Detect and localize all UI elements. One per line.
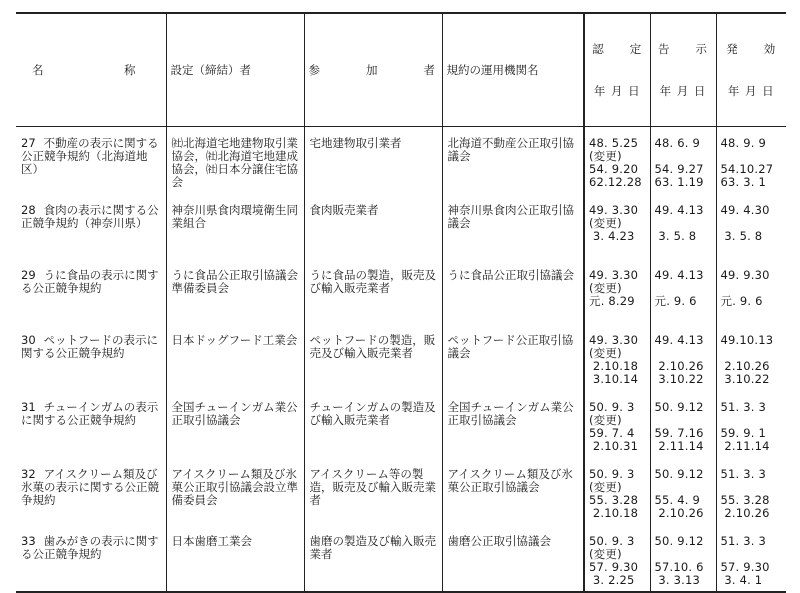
notice-date-cell: 50. 9.12 55. 4. 9 2.10.26 <box>650 458 716 525</box>
fair-competition-code-table <box>16 12 786 593</box>
participants-cell: うに食品の製造，販売及び輸入販売業者 <box>304 259 442 324</box>
regulation-name: 歯みがきの表示に関する公正競争規約 <box>21 533 159 561</box>
notice-date-cell: 50. 9.12 57.10. 6 3. 3.13 <box>650 525 716 592</box>
regulation-table-page <box>16 12 786 587</box>
regulation-number: 31 <box>21 399 36 414</box>
table-row <box>16 324 786 391</box>
regulation-name: うに食品の表示に関する公正競争規約 <box>21 267 159 295</box>
approval-date-cell: 50. 9. 3 (変更) 59. 7. 4 2.10.31 <box>584 391 650 458</box>
table-row <box>16 525 786 592</box>
header-effective-ymd: 年 月 日 <box>727 84 775 98</box>
regulation-name-cell <box>16 194 166 259</box>
regulation-name: アイスクリーム類及び氷菓の表示に関する公正競争規約 <box>21 466 159 507</box>
notice-date-cell: 49. 4.13 3. 5. 8 <box>650 194 716 259</box>
header-establisher: 設定（締結）者 <box>166 13 304 127</box>
table-row <box>16 194 786 259</box>
effective-date-cell: 51. 3. 3 59. 9. 1 2.11.14 <box>716 391 786 458</box>
regulation-number: 32 <box>21 466 36 481</box>
header-notice-date <box>650 13 716 127</box>
participants-cell: ペットフードの製造，販売及び輸入販売業者 <box>304 324 442 391</box>
header-agency: 規約の運用機関名 <box>442 13 584 127</box>
effective-date-cell: 48. 9. 9 54.10.27 63. 3. 1 <box>716 127 786 194</box>
establisher-cell: 日本歯磨工業会 <box>166 525 304 592</box>
approval-date-cell: 50. 9. 3 (変更) 57. 9.30 3. 2.25 <box>584 525 650 592</box>
header-name: 名 称 <box>16 13 166 127</box>
notice-date-cell: 49. 4.13 2.10.26 3.10.22 <box>650 324 716 391</box>
approval-date-cell: 49. 3.30 (変更) 元. 8.29 <box>584 259 650 324</box>
effective-date-cell: 49. 9.30 元. 9. 6 <box>716 259 786 324</box>
establisher-cell: 神奈川県食肉環境衛生同業組合 <box>166 194 304 259</box>
participants-cell: アイスクリーム等の製造，販売及び輸入販売業者 <box>304 458 442 525</box>
regulation-name: 不動産の表示に関する公正競争規約（北海道地区） <box>21 136 159 176</box>
agency-cell: 歯磨公正取引協議会 <box>442 525 584 592</box>
agency-cell: うに食品公正取引協議会 <box>442 259 584 324</box>
table-row <box>16 458 786 525</box>
agency-cell: アイスクリーム類及び氷菓公正取引協議会 <box>442 458 584 525</box>
regulation-name-cell <box>16 458 166 525</box>
approval-date-cell: 48. 5.25 (変更) 54. 9.20 62.12.28 <box>584 127 650 194</box>
header-participants: 参 加 者 <box>304 13 442 127</box>
participants-cell: 宅地建物取引業者 <box>304 127 442 194</box>
regulation-name-cell <box>16 127 166 194</box>
regulation-name-cell <box>16 259 166 324</box>
notice-date-cell: 49. 4.13 元. 9. 6 <box>650 259 716 324</box>
effective-date-cell: 49. 4.30 3. 5. 8 <box>716 194 786 259</box>
regulation-name: チューインガムの表示に関する公正競争規約 <box>21 399 159 427</box>
agency-cell: 神奈川県食肉公正取引協議会 <box>442 194 584 259</box>
regulation-number: 33 <box>21 533 36 548</box>
header-approval-ymd: 年 月 日 <box>593 84 641 98</box>
table-row <box>16 259 786 324</box>
header-notice-label: 告 示 <box>658 42 708 56</box>
agency-cell: ペットフード公正取引協議会 <box>442 324 584 391</box>
header-approval-date <box>584 13 650 127</box>
approval-date-cell: 49. 3.30 (変更) 2.10.18 3.10.14 <box>584 324 650 391</box>
notice-date-cell: 48. 6. 9 54. 9.27 63. 1.19 <box>650 127 716 194</box>
regulation-number: 29 <box>21 267 36 282</box>
header-approval-label: 認 定 <box>592 42 643 56</box>
regulation-name-cell <box>16 324 166 391</box>
establisher-cell: うに食品公正取引協議会準備委員会 <box>166 259 304 324</box>
regulation-number: 28 <box>21 202 36 217</box>
header-notice-ymd: 年 月 日 <box>659 84 707 98</box>
table-header-row <box>16 13 786 127</box>
regulation-number: 30 <box>21 332 36 347</box>
establisher-cell: 全国チューインガム業公正取引協議会 <box>166 391 304 458</box>
regulation-number: 27 <box>21 136 36 150</box>
table-row <box>16 391 786 458</box>
participants-cell: 歯磨の製造及び輸入販売業者 <box>304 525 442 592</box>
participants-cell: 食肉販売業者 <box>304 194 442 259</box>
effective-date-cell: 49.10.13 2.10.26 3.10.22 <box>716 324 786 391</box>
regulation-name-cell <box>16 525 166 592</box>
effective-date-cell: 51. 3. 3 57. 9.30 3. 4. 1 <box>716 525 786 592</box>
agency-cell: 全国チューインガム業公正取引協議会 <box>442 391 584 458</box>
regulation-name: 食肉の表示に関する公正競争規約（神奈川県） <box>21 202 159 230</box>
establisher-cell: 日本ドッグフード工業会 <box>166 324 304 391</box>
regulation-name: ペットフードの表示に関する公正競争規約 <box>21 332 158 360</box>
notice-date-cell: 50. 9.12 59. 7.16 2.11.14 <box>650 391 716 458</box>
participants-cell: チューインガムの製造及び輸入販売業者 <box>304 391 442 458</box>
effective-date-cell: 51. 3. 3 55. 3.28 2.10.26 <box>716 458 786 525</box>
establisher-cell: アイスクリーム類及び氷菓公正取引協議会設立準備委員会 <box>166 458 304 525</box>
header-effective-label: 発 効 <box>726 42 777 56</box>
approval-date-cell: 50. 9. 3 (変更) 55. 3.28 2.10.18 <box>584 458 650 525</box>
regulation-name-cell <box>16 391 166 458</box>
agency-cell: 北海道不動産公正取引協議会 <box>442 127 584 194</box>
establisher-cell: ㈳北海道宅地建物取引業協会，㈳北海道宅地建成協会，㈳日本分譲住宅協会 <box>166 127 304 194</box>
table-row <box>16 127 786 194</box>
approval-date-cell: 49. 3.30 (変更) 3. 4.23 <box>584 194 650 259</box>
header-effective-date <box>716 13 786 127</box>
